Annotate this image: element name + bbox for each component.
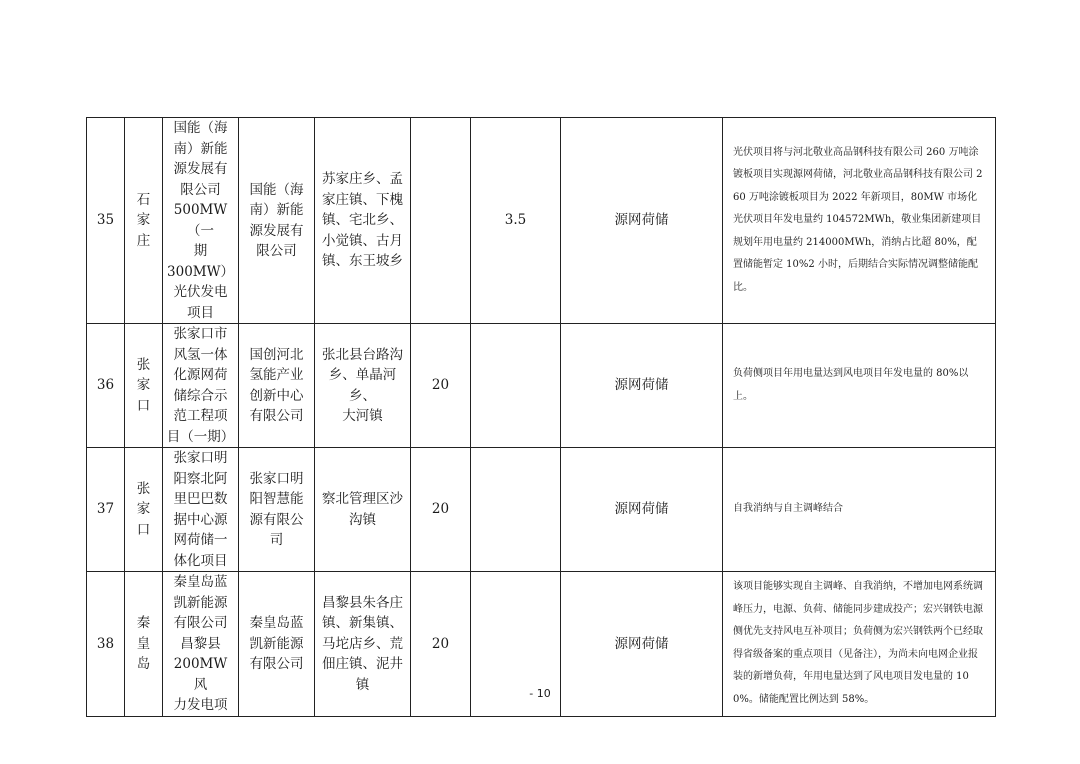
description-cell: 负荷侧项目年用电量达到风电项目年发电量的 80%以上。 <box>723 324 996 448</box>
location-cell: 昌黎县朱各庄 镇、新集镇、 马坨店乡、荒 佃庄镇、泥井 镇 <box>315 572 411 717</box>
capacity-cell <box>411 118 471 324</box>
project-table <box>86 117 996 717</box>
company-cell: 国创河北 氢能产业 创新中心 有限公司 <box>239 324 315 448</box>
row-number: 38 <box>87 572 125 717</box>
project-type-cell: 源网荷储 <box>561 324 723 448</box>
location-cell: 张北县台路沟 乡、单晶河乡、 大河镇 <box>315 324 411 448</box>
city-cell: 张 家 口 <box>125 324 163 448</box>
location-cell: 察北管理区沙 沟镇 <box>315 448 411 572</box>
extra-value-cell <box>471 448 561 572</box>
city-cell: 秦 皇 岛 <box>125 572 163 717</box>
extra-value-cell: 3.5 <box>471 118 561 324</box>
location-cell: 苏家庄乡、孟 家庄镇、下槐 镇、宅北乡、 小觉镇、古月 镇、东王坡乡 <box>315 118 411 324</box>
project-name-cell: 国能（海 南）新能 源发展有 限公司 500MW（一 期 300MW） 光伏发电 项目 <box>163 118 239 324</box>
company-cell: 国能（海 南）新能 源发展有 限公司 <box>239 118 315 324</box>
capacity-cell: 20 <box>411 572 471 717</box>
page-number: - 10 <box>529 687 551 700</box>
city-cell: 石 家 庄 <box>125 118 163 324</box>
description-cell: 该项目能够实现自主调峰、自我消纳，不增加电网系统调峰压力，电源、负荷、储能同步建成投产；宏兴钢铁电源侧优先支持风电互补项目；负荷侧为宏兴钢铁两个已经取得省级备案的重点项目（见备注），为尚未向电网企业报装的新增负荷，年用电量达到了风电项目发电量的 100%。储能配置比例达到 58%。 <box>723 572 996 717</box>
row-number: 35 <box>87 118 125 324</box>
extra-value-cell <box>471 324 561 448</box>
project-name-cell: 张家口明 阳察北阿 里巴巴数 据中心源 网荷储一 体化项目 <box>163 448 239 572</box>
city-cell: 张 家 口 <box>125 448 163 572</box>
description-cell: 光伏项目将与河北敬业高品钢科技有限公司 260 万吨涂镀板项目实现源网荷储，河北敬业高品钢科技有限公司 260 万吨涂镀板项目为 2022 年新项目，80MW 市场化光伏项目年发电量约 104572MWh，敬业集团新建项目规划年用电量约 214000MWh，消纳占比超 80%，配置储能暂定 10%2 小时，后期结合实际情况调整储能配比。 <box>723 118 996 324</box>
project-type-cell: 源网荷储 <box>561 572 723 717</box>
description-cell: 自我消纳与自主调峰结合 <box>723 448 996 572</box>
company-cell: 张家口明 阳智慧能 源有限公 司 <box>239 448 315 572</box>
capacity-cell: 20 <box>411 448 471 572</box>
table-row <box>87 324 996 448</box>
project-name-cell: 秦皇岛蓝 凯新能源 有限公司 昌黎县 200MW 风 力发电项 <box>163 572 239 717</box>
row-number: 37 <box>87 448 125 572</box>
table-row <box>87 118 996 324</box>
row-number: 36 <box>87 324 125 448</box>
project-type-cell: 源网荷储 <box>561 448 723 572</box>
project-name-cell: 张家口市 风氢一体 化源网荷 储综合示 范工程项 目（一期） <box>163 324 239 448</box>
company-cell: 秦皇岛蓝 凯新能源 有限公司 <box>239 572 315 717</box>
project-type-cell: 源网荷储 <box>561 118 723 324</box>
capacity-cell: 20 <box>411 324 471 448</box>
table-row <box>87 448 996 572</box>
